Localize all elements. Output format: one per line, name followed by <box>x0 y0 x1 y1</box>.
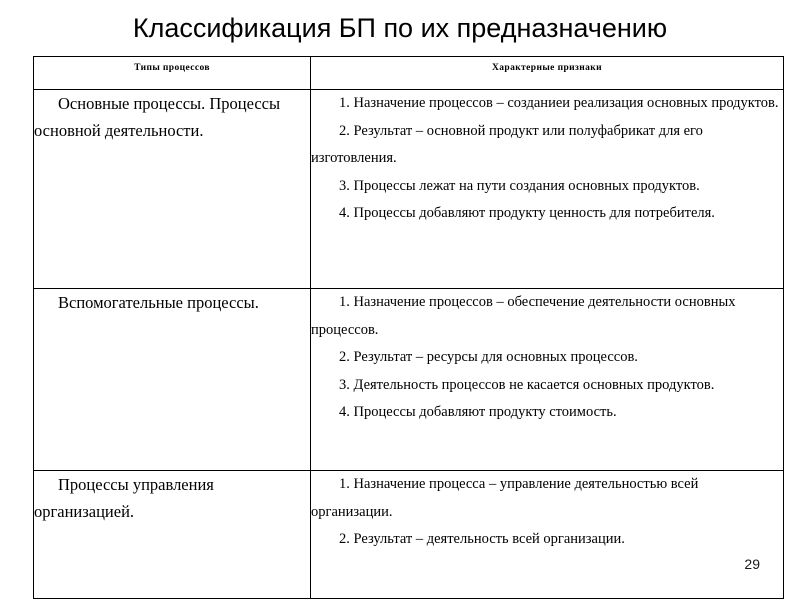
cell-process-type <box>34 289 311 471</box>
column-header-characteristics-label: Характерные признаки <box>492 63 602 73</box>
list-item: 3. Деятельность процессов не касается основных продуктов. <box>339 376 715 393</box>
column-header-process-types-label: Типы процессов <box>134 63 210 73</box>
list-item: 2. Результат – ресурсы для основных процессов. <box>339 349 638 365</box>
list-item: 4. Процессы добавляют продукту ценность для потребителя. <box>339 205 715 221</box>
process-type-text: Вспомогательные процессы. <box>58 293 259 312</box>
characteristics-list <box>311 289 783 427</box>
characteristics-list <box>311 471 783 554</box>
classification-table-container <box>33 56 783 594</box>
list-item: 3. Процессы лежат на пути создания основных продуктов. <box>339 177 700 194</box>
cell-characteristics <box>311 289 784 471</box>
list-item: 1. Назначение процесса – управление деятельностью всей организации. <box>311 476 699 520</box>
slide-page-number: 29 <box>744 556 760 572</box>
list-item: 1. Назначение процессов – обеспечение деятельности основных процессов. <box>311 294 736 338</box>
table-row <box>34 289 784 471</box>
list-item: 4. Процессы добавляют продукту стоимость. <box>339 404 617 420</box>
table-row <box>34 471 784 599</box>
cell-process-type <box>34 90 311 289</box>
classification-table <box>33 56 784 599</box>
list-item: 2. Результат – деятельность всей организации. <box>339 531 625 547</box>
cell-characteristics <box>311 471 784 599</box>
process-type-text: Основные процессы. Процессы основной деятельности. <box>34 94 281 140</box>
list-item: 1. Назначение процессов – созданиеи реализация основных продуктов. <box>339 95 779 111</box>
column-header-process-types <box>34 57 311 90</box>
characteristics-list <box>311 90 783 228</box>
table-row <box>34 90 784 289</box>
cell-characteristics <box>311 90 784 289</box>
cell-process-type <box>34 471 311 599</box>
page-title: Классификация БП по их предназначению <box>132 13 668 43</box>
table-header-row <box>34 57 784 90</box>
list-item: 2. Результат – основной продукт или полуфабрикат для его изготовления. <box>311 122 703 166</box>
process-type-text: Процессы управления организацией. <box>34 475 214 521</box>
column-header-characteristics <box>311 57 784 90</box>
